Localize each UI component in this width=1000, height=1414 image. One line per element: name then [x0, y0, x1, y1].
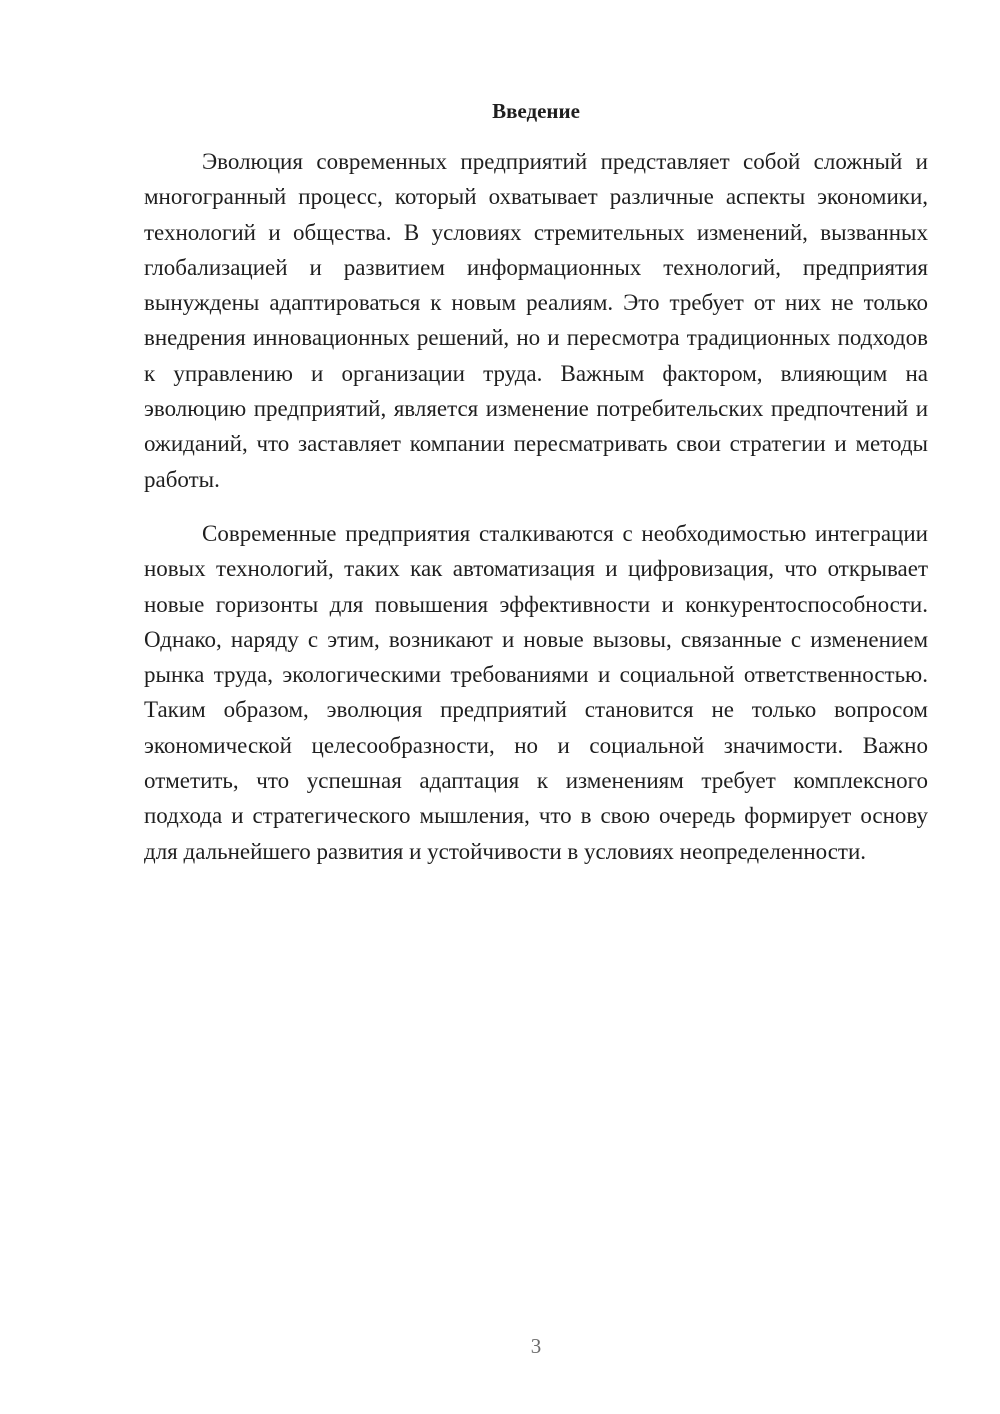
section-title: Введение	[492, 99, 580, 123]
paragraph-1: Эволюция современных предприятий представляет собой сложный и многогранный процесс, который охватывает различные аспекты экономики, технологий и общества. В условиях стремительных изменений, вызванных глобализацией и развитием информационных технологий, предприятия вынуждены адаптироваться к новым реалиям. Это требует от них не только внедрения инновационных решений, но и пересмотра традиционных подходов к управлению и организации труда. Важным фактором, влияющим на эволюцию предприятий, является изменение потребительских предпочтений и ожиданий, что заставляет компании пересматривать свои стратегии и методы работы.	[144, 149, 928, 492]
body-text	[144, 144, 928, 869]
page-number: 3	[530, 1334, 542, 1358]
paragraph-2: Современные предприятия сталкиваются с необходимостью интеграции новых технологий, таких как автоматизация и цифровизация, что открывает новые горизонты для повышения эффективности и конкурентоспособности. Однако, наряду с этим, возникают и новые вызовы, связанные с изменением рынка труда, экологическими требованиями и социальной ответственностью. Таким образом, эволюция предприятий становится не только вопросом экономической целесообразности, но и социальной значимости. Важно отметить, что успешная адаптация к изменениям требует комплексного подхода и стратегического мышления, что в свою очередь формирует основу для дальнейшего развития и устойчивости в условиях неопределенности.	[144, 520, 928, 864]
